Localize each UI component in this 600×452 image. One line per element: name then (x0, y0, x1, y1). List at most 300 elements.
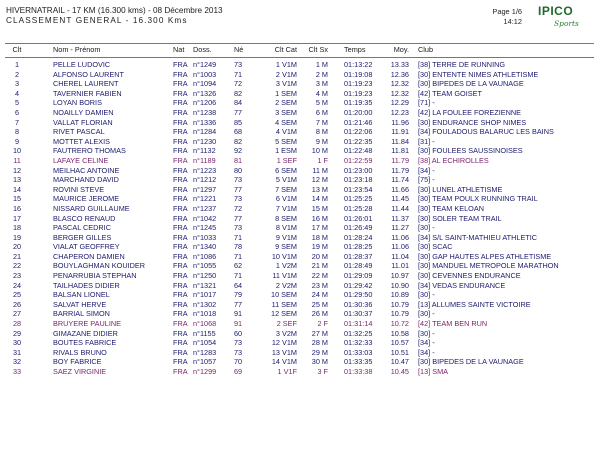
speed-cell: 10.57 (390, 338, 409, 348)
name-cell: GIMAZANE DIDIER (53, 328, 118, 338)
bib-cell: n°1340 (193, 242, 217, 252)
table-row (0, 127, 600, 137)
page-number: Page 1/6 (492, 7, 522, 16)
rank-cell: 9 (14, 136, 20, 146)
bib-cell: n°1017 (193, 290, 217, 300)
birth-year-cell: 82 (234, 88, 243, 98)
birth-year-cell: 73 (234, 175, 243, 185)
col-cat: Clt Cat (274, 45, 297, 54)
name-cell: NISSARD GUILLAUME (53, 203, 130, 213)
table-row (0, 194, 600, 204)
nat-cell: FRA (173, 328, 188, 338)
speed-cell: 10.90 (390, 280, 409, 290)
bib-cell: n°1336 (193, 117, 217, 127)
sex-rank-cell: 22 M (311, 271, 328, 281)
bib-cell: n°1297 (193, 184, 217, 194)
table-row (0, 233, 600, 243)
time-cell: 01:29:50 (344, 290, 373, 300)
name-cell: LAFAYE CELINE (53, 155, 109, 165)
name-cell: MEILHAC ANTOINE (53, 165, 120, 175)
nat-cell: FRA (173, 309, 188, 319)
time-cell: 01:22:48 (344, 146, 373, 156)
name-cell: PASCAL CEDRIC (53, 223, 111, 233)
speed-cell: 11.96 (391, 117, 409, 127)
club-cell: [13] SMA (418, 367, 449, 376)
club-cell: [42] LA FOULEE FOREZIENNE (418, 107, 521, 117)
speed-cell: 10.58 (390, 328, 409, 338)
name-cell: PELLE LUDOVIC (53, 60, 111, 69)
nat-cell: FRA (173, 127, 188, 137)
club-cell: [42] TEAM BEN RUN (418, 319, 488, 329)
club-cell: [30] SOLER TEAM TRAIL (418, 213, 502, 223)
category-rank-cell: 2 V2M (275, 280, 297, 290)
nat-cell: FRA (173, 69, 188, 79)
category-rank-cell: 1 ESM (275, 146, 297, 156)
time-cell: 01:20:00 (344, 107, 373, 117)
category-rank-cell: 4 V1M (275, 127, 297, 137)
time-cell: 01:23:54 (344, 184, 373, 194)
category-rank-cell: 1 SEM (275, 88, 297, 98)
club-cell: [34] S/L SAINT-MATHIEU ATHLETIC (418, 232, 538, 242)
nat-cell: FRA (173, 251, 188, 261)
name-cell: MAURICE JEROME (53, 194, 120, 204)
time-cell: 01:19:35 (344, 98, 373, 108)
rank-cell: 16 (12, 203, 22, 213)
table-row (0, 79, 600, 89)
nat-cell: FRA (173, 338, 188, 348)
rank-cell: 15 (12, 194, 22, 204)
nat-cell: FRA (173, 347, 188, 357)
sex-rank-cell: 7 M (315, 117, 328, 127)
sex-rank-cell: 14 M (311, 194, 328, 204)
nat-cell: FRA (173, 232, 188, 242)
rank-cell: 12 (12, 165, 22, 175)
sex-rank-cell: 25 M (311, 299, 328, 309)
speed-cell: 11.66 (391, 184, 409, 194)
ranking-subtitle: CLASSEMENT GENERAL - 16.300 Kms (6, 16, 188, 25)
table-row (0, 309, 600, 319)
bib-cell: n°1094 (193, 79, 217, 89)
results-table (0, 60, 600, 377)
bib-cell: n°1206 (193, 98, 217, 108)
category-rank-cell: 1 V1M (275, 60, 297, 69)
club-cell: [30] TEAM KELOAN (418, 203, 484, 213)
birth-year-cell: 92 (234, 146, 243, 156)
birth-year-cell: 80 (234, 165, 243, 175)
sex-rank-cell: 24 M (311, 290, 328, 300)
speed-cell: 10.79 (390, 309, 409, 319)
time-cell: 01:19:23 (344, 88, 373, 98)
name-cell: BERGER GILLES (53, 232, 112, 242)
club-cell: [30] - (418, 328, 435, 338)
table-row (0, 281, 600, 291)
table-row (0, 204, 600, 214)
rank-cell: 2 (14, 69, 20, 79)
name-cell: CHEREL LAURENT (53, 79, 119, 89)
nat-cell: FRA (173, 357, 188, 367)
time-cell: 01:28:24 (344, 232, 373, 242)
category-rank-cell: 11 V1M (272, 271, 297, 281)
rank-cell: 19 (12, 232, 22, 242)
table-row (0, 357, 600, 367)
time-cell: 01:28:37 (344, 251, 373, 261)
club-cell: [30] ENTENTE NIMES ATHLETISME (418, 69, 539, 79)
rank-cell: 1 (14, 60, 20, 69)
time-cell: 01:31:14 (344, 319, 373, 329)
birth-year-cell: 91 (234, 309, 243, 319)
nat-cell: FRA (173, 299, 188, 309)
bib-cell: n°1086 (193, 251, 217, 261)
name-cell: SALVAT HERVE (53, 299, 107, 309)
name-cell: ROVINI STEVE (53, 184, 105, 194)
sex-rank-cell: 16 M (311, 213, 328, 223)
bib-cell: n°1018 (193, 309, 217, 319)
sex-rank-cell: 2 M (315, 69, 328, 79)
bib-cell: n°1221 (193, 194, 217, 204)
bib-cell: n°1249 (193, 60, 217, 69)
rank-cell: 23 (12, 271, 22, 281)
table-row (0, 137, 600, 147)
speed-cell: 10.47 (390, 357, 409, 367)
club-cell: [30] - (418, 309, 435, 319)
time-cell: 01:26:49 (344, 223, 373, 233)
col-time: Temps (344, 45, 366, 54)
speed-cell: 12.29 (390, 98, 409, 108)
sex-rank-cell: 27 M (311, 328, 328, 338)
category-rank-cell: 4 SEM (275, 117, 297, 127)
birth-year-cell: 77 (234, 299, 243, 309)
club-cell: [30] SCAC (418, 242, 453, 252)
name-cell: BLASCO RENAUD (53, 213, 116, 223)
nat-cell: FRA (173, 184, 188, 194)
name-cell: CHAPERON DAMIEN (53, 251, 125, 261)
speed-cell: 11.84 (391, 136, 409, 146)
table-row (0, 319, 600, 329)
birth-year-cell: 73 (234, 60, 243, 69)
sex-rank-cell: 30 M (311, 357, 328, 367)
speed-cell: 11.91 (391, 127, 409, 137)
sex-rank-cell: 21 M (311, 261, 328, 271)
sex-rank-cell: 9 M (315, 136, 328, 146)
speed-cell: 12.23 (390, 107, 409, 117)
club-cell: [30] LUNEL ATHLETISME (418, 184, 503, 194)
time-cell: 01:29:42 (344, 280, 373, 290)
birth-year-cell: 82 (234, 136, 243, 146)
speed-cell: 11.79 (391, 165, 409, 175)
category-rank-cell: 5 SEM (275, 136, 297, 146)
rank-cell: 21 (12, 251, 22, 261)
bib-cell: n°1302 (193, 299, 217, 309)
speed-cell: 12.32 (390, 88, 409, 98)
birth-year-cell: 69 (234, 367, 243, 376)
birth-year-cell: 77 (234, 213, 243, 223)
time-cell: 01:23:00 (344, 165, 373, 175)
time-cell: 01:28:25 (344, 242, 373, 252)
sex-rank-cell: 2 F (317, 319, 328, 329)
sex-rank-cell: 3 M (315, 79, 328, 89)
rank-cell: 17 (12, 213, 22, 223)
rank-cell: 31 (12, 347, 22, 357)
club-cell: [34] - (418, 338, 435, 348)
speed-cell: 11.74 (391, 175, 409, 185)
rank-cell: 14 (12, 184, 22, 194)
rank-cell: 27 (12, 309, 22, 319)
club-cell: [34] - (418, 165, 435, 175)
bib-cell: n°1057 (193, 357, 217, 367)
club-cell: [34] - (418, 347, 435, 357)
birth-year-cell: 79 (234, 290, 243, 300)
sex-rank-cell: 11 M (312, 165, 328, 175)
print-time: 14:12 (503, 17, 522, 26)
sex-rank-cell: 15 M (311, 203, 328, 213)
club-cell: [13] ALLUMES SAINTE VICTOIRE (418, 299, 531, 309)
name-cell: NOAILLY DAMIEN (53, 107, 114, 117)
club-cell: [30] BIPEDES DE LA VAUNAGE (418, 357, 524, 367)
bib-cell: n°1003 (193, 69, 217, 79)
name-cell: RIVET PASCAL (53, 127, 105, 137)
birth-year-cell: 73 (234, 338, 243, 348)
name-cell: BRUYERE PAULINE (53, 319, 121, 329)
sex-rank-cell: 18 M (311, 232, 328, 242)
nat-cell: FRA (173, 98, 188, 108)
sex-rank-cell: 1 M (315, 60, 328, 69)
table-row (0, 223, 600, 233)
table-row (0, 185, 600, 195)
speed-cell: 11.44 (391, 203, 409, 213)
time-cell: 01:33:03 (344, 347, 373, 357)
name-cell: PENARRUBIA STEPHAN (53, 271, 137, 281)
name-cell: SAEZ VIRGINIE (53, 367, 107, 376)
category-rank-cell: 2 SEM (275, 98, 297, 108)
bib-cell: n°1132 (193, 146, 216, 156)
time-cell: 01:23:18 (344, 175, 373, 185)
name-cell: MOTTET ALEXIS (53, 136, 111, 146)
sex-rank-cell: 19 M (311, 242, 328, 252)
birth-year-cell: 71 (234, 69, 243, 79)
nat-cell: FRA (173, 223, 188, 233)
sex-rank-cell: 13 M (311, 184, 328, 194)
club-cell: [31] - (418, 136, 435, 146)
col-name: Nom - Prénom (53, 45, 101, 54)
bib-cell: n°1212 (193, 175, 217, 185)
sex-rank-cell: 12 M (311, 175, 328, 185)
table-row (0, 329, 600, 339)
bib-cell: n°1245 (193, 223, 217, 233)
bib-cell: n°1299 (193, 367, 217, 376)
bib-cell: n°1054 (193, 338, 217, 348)
time-cell: 01:26:01 (344, 213, 373, 223)
name-cell: BOUTES FABRICE (53, 338, 117, 348)
birth-year-cell: 68 (234, 127, 243, 137)
time-cell: 01:32:25 (344, 328, 373, 338)
speed-cell: 10.79 (390, 299, 409, 309)
name-cell: FAUTRERO THOMAS (53, 146, 126, 156)
bib-cell: n°1237 (193, 203, 217, 213)
col-club: Club (418, 45, 434, 54)
rank-cell: 5 (14, 98, 20, 108)
speed-cell: 11.37 (391, 213, 409, 223)
table-row (0, 290, 600, 300)
club-cell: [30] CEVENNES ENDURANCE (418, 271, 521, 281)
nat-cell: FRA (173, 261, 188, 271)
category-rank-cell: 2 V1M (275, 69, 297, 79)
nat-cell: FRA (173, 136, 188, 146)
rank-cell: 28 (12, 319, 22, 329)
birth-year-cell: 84 (234, 98, 243, 108)
bib-cell: n°1042 (193, 213, 217, 223)
nat-cell: FRA (173, 213, 188, 223)
speed-cell: 10.51 (390, 347, 409, 357)
speed-cell: 13.33 (390, 60, 409, 69)
category-rank-cell: 10 V1M (271, 251, 297, 261)
bib-cell: n°1230 (193, 136, 217, 146)
category-rank-cell: 12 V1M (271, 338, 297, 348)
club-cell: [30] BIPEDES DE LA VAUNAGE (418, 79, 524, 89)
table-row (0, 60, 600, 70)
category-rank-cell: 14 V1M (271, 357, 297, 367)
nat-cell: FRA (173, 79, 188, 89)
time-cell: 01:32:33 (344, 338, 373, 348)
speed-cell: 11.06 (391, 242, 409, 252)
club-cell: [34] FOULADOUS BALARUC LES BAINS (418, 127, 554, 137)
category-rank-cell: 8 SEM (275, 213, 297, 223)
speed-cell: 11.79 (391, 155, 409, 165)
rank-cell: 18 (12, 223, 22, 233)
bib-cell: n°1068 (193, 319, 217, 329)
name-cell: TAILHADES DIDIER (53, 280, 120, 290)
rank-cell: 29 (12, 328, 22, 338)
table-row (0, 348, 600, 358)
birth-year-cell: 73 (234, 194, 243, 204)
name-cell: VIALAT GEOFFREY (53, 242, 120, 252)
bib-cell: n°1155 (193, 328, 216, 338)
birth-year-cell: 77 (234, 184, 243, 194)
sex-rank-cell: 17 M (311, 223, 328, 233)
nat-cell: FRA (173, 88, 188, 98)
table-row (0, 175, 600, 185)
category-rank-cell: 1 V1F (277, 367, 297, 376)
bib-cell: n°1321 (193, 280, 217, 290)
nat-cell: FRA (173, 194, 188, 204)
birth-year-cell: 71 (234, 271, 243, 281)
rank-cell: 22 (12, 261, 22, 271)
club-cell: [38] TERRE DE RUNNING (418, 60, 506, 69)
table-row (0, 271, 600, 281)
time-cell: 01:22:59 (344, 155, 373, 165)
category-rank-cell: 6 V1M (275, 194, 297, 204)
col-moy: Moy. (393, 45, 409, 54)
nat-cell: FRA (173, 290, 188, 300)
name-cell: BOY FABRICE (53, 357, 102, 367)
speed-cell: 10.89 (390, 290, 409, 300)
table-row (0, 89, 600, 99)
birth-year-cell: 73 (234, 223, 243, 233)
name-cell: BOUYLAGHMAN KOUIDER (53, 261, 146, 271)
speed-cell: 12.32 (390, 79, 409, 89)
nat-cell: FRA (173, 117, 188, 127)
rank-cell: 13 (12, 175, 22, 185)
speed-cell: 10.97 (390, 271, 409, 281)
table-row (0, 146, 600, 156)
speed-cell: 11.45 (391, 194, 409, 204)
birth-year-cell: 71 (234, 232, 243, 242)
time-cell: 01:21:46 (344, 117, 373, 127)
category-rank-cell: 2 SEF (276, 319, 297, 329)
col-ne: Né (234, 45, 244, 54)
table-row (0, 108, 600, 118)
category-rank-cell: 3 SEM (275, 107, 297, 117)
bib-cell: n°1326 (193, 88, 217, 98)
time-cell: 01:19:08 (344, 69, 373, 79)
name-cell: BALSAN LIONEL (53, 290, 110, 300)
col-clt: Clt (12, 45, 22, 54)
logo-main-text: IPICO (538, 4, 574, 18)
bib-cell: n°1284 (193, 127, 217, 137)
speed-cell: 10.45 (390, 367, 409, 376)
club-cell: [30] TEAM POULX RUNNING TRAIL (418, 194, 538, 204)
rank-cell: 32 (12, 357, 22, 367)
time-cell: 01:25:25 (344, 194, 373, 204)
birth-year-cell: 72 (234, 79, 243, 89)
bib-cell: n°1189 (193, 155, 216, 165)
time-cell: 01:22:35 (344, 136, 373, 146)
time-cell: 01:25:28 (344, 203, 373, 213)
table-row (0, 156, 600, 166)
bib-cell: n°1055 (193, 261, 217, 271)
club-cell: [42] TEAM GOISET (418, 88, 482, 98)
birth-year-cell: 62 (234, 261, 243, 271)
birth-year-cell: 71 (234, 251, 243, 261)
category-rank-cell: 8 V1M (275, 223, 297, 233)
birth-year-cell: 70 (234, 357, 243, 367)
bib-cell: n°1250 (193, 271, 217, 281)
category-rank-cell: 1 SEF (276, 155, 297, 165)
name-cell: TAVERNIER FABIEN (53, 88, 122, 98)
birth-year-cell: 77 (234, 107, 243, 117)
club-cell: [30] GAP HAUTES ALPES ATHLETISME (418, 251, 552, 261)
speed-cell: 11.27 (391, 223, 409, 233)
nat-cell: FRA (173, 146, 188, 156)
bib-cell: n°1283 (193, 347, 217, 357)
rank-cell: 6 (14, 107, 20, 117)
col-sx: Clt Sx (308, 45, 328, 54)
sex-rank-cell: 29 M (311, 347, 328, 357)
time-cell: 01:29:09 (344, 271, 373, 281)
rank-cell: 7 (14, 117, 20, 127)
sex-rank-cell: 3 F (317, 367, 328, 376)
birth-year-cell: 91 (234, 319, 243, 329)
birth-year-cell: 73 (234, 347, 243, 357)
category-rank-cell: 9 SEM (275, 242, 297, 252)
speed-cell: 11.06 (391, 232, 409, 242)
sex-rank-cell: 26 M (311, 309, 328, 319)
sex-rank-cell: 8 M (315, 127, 328, 137)
club-cell: [30] MANDUEL METROPOLE MARATHON (418, 261, 559, 271)
sex-rank-cell: 28 M (311, 338, 328, 348)
table-row (0, 261, 600, 271)
table-row (0, 166, 600, 176)
name-cell: RIVALS BRUNO (53, 347, 107, 357)
name-cell: BARRIAL SIMON (53, 309, 110, 319)
nat-cell: FRA (173, 242, 188, 252)
birth-year-cell: 72 (234, 203, 243, 213)
ipico-logo (532, 4, 588, 30)
table-row (0, 367, 600, 377)
time-cell: 01:19:23 (344, 79, 373, 89)
table-row (0, 252, 600, 262)
rank-cell: 11 (13, 155, 21, 165)
table-row (0, 118, 600, 128)
